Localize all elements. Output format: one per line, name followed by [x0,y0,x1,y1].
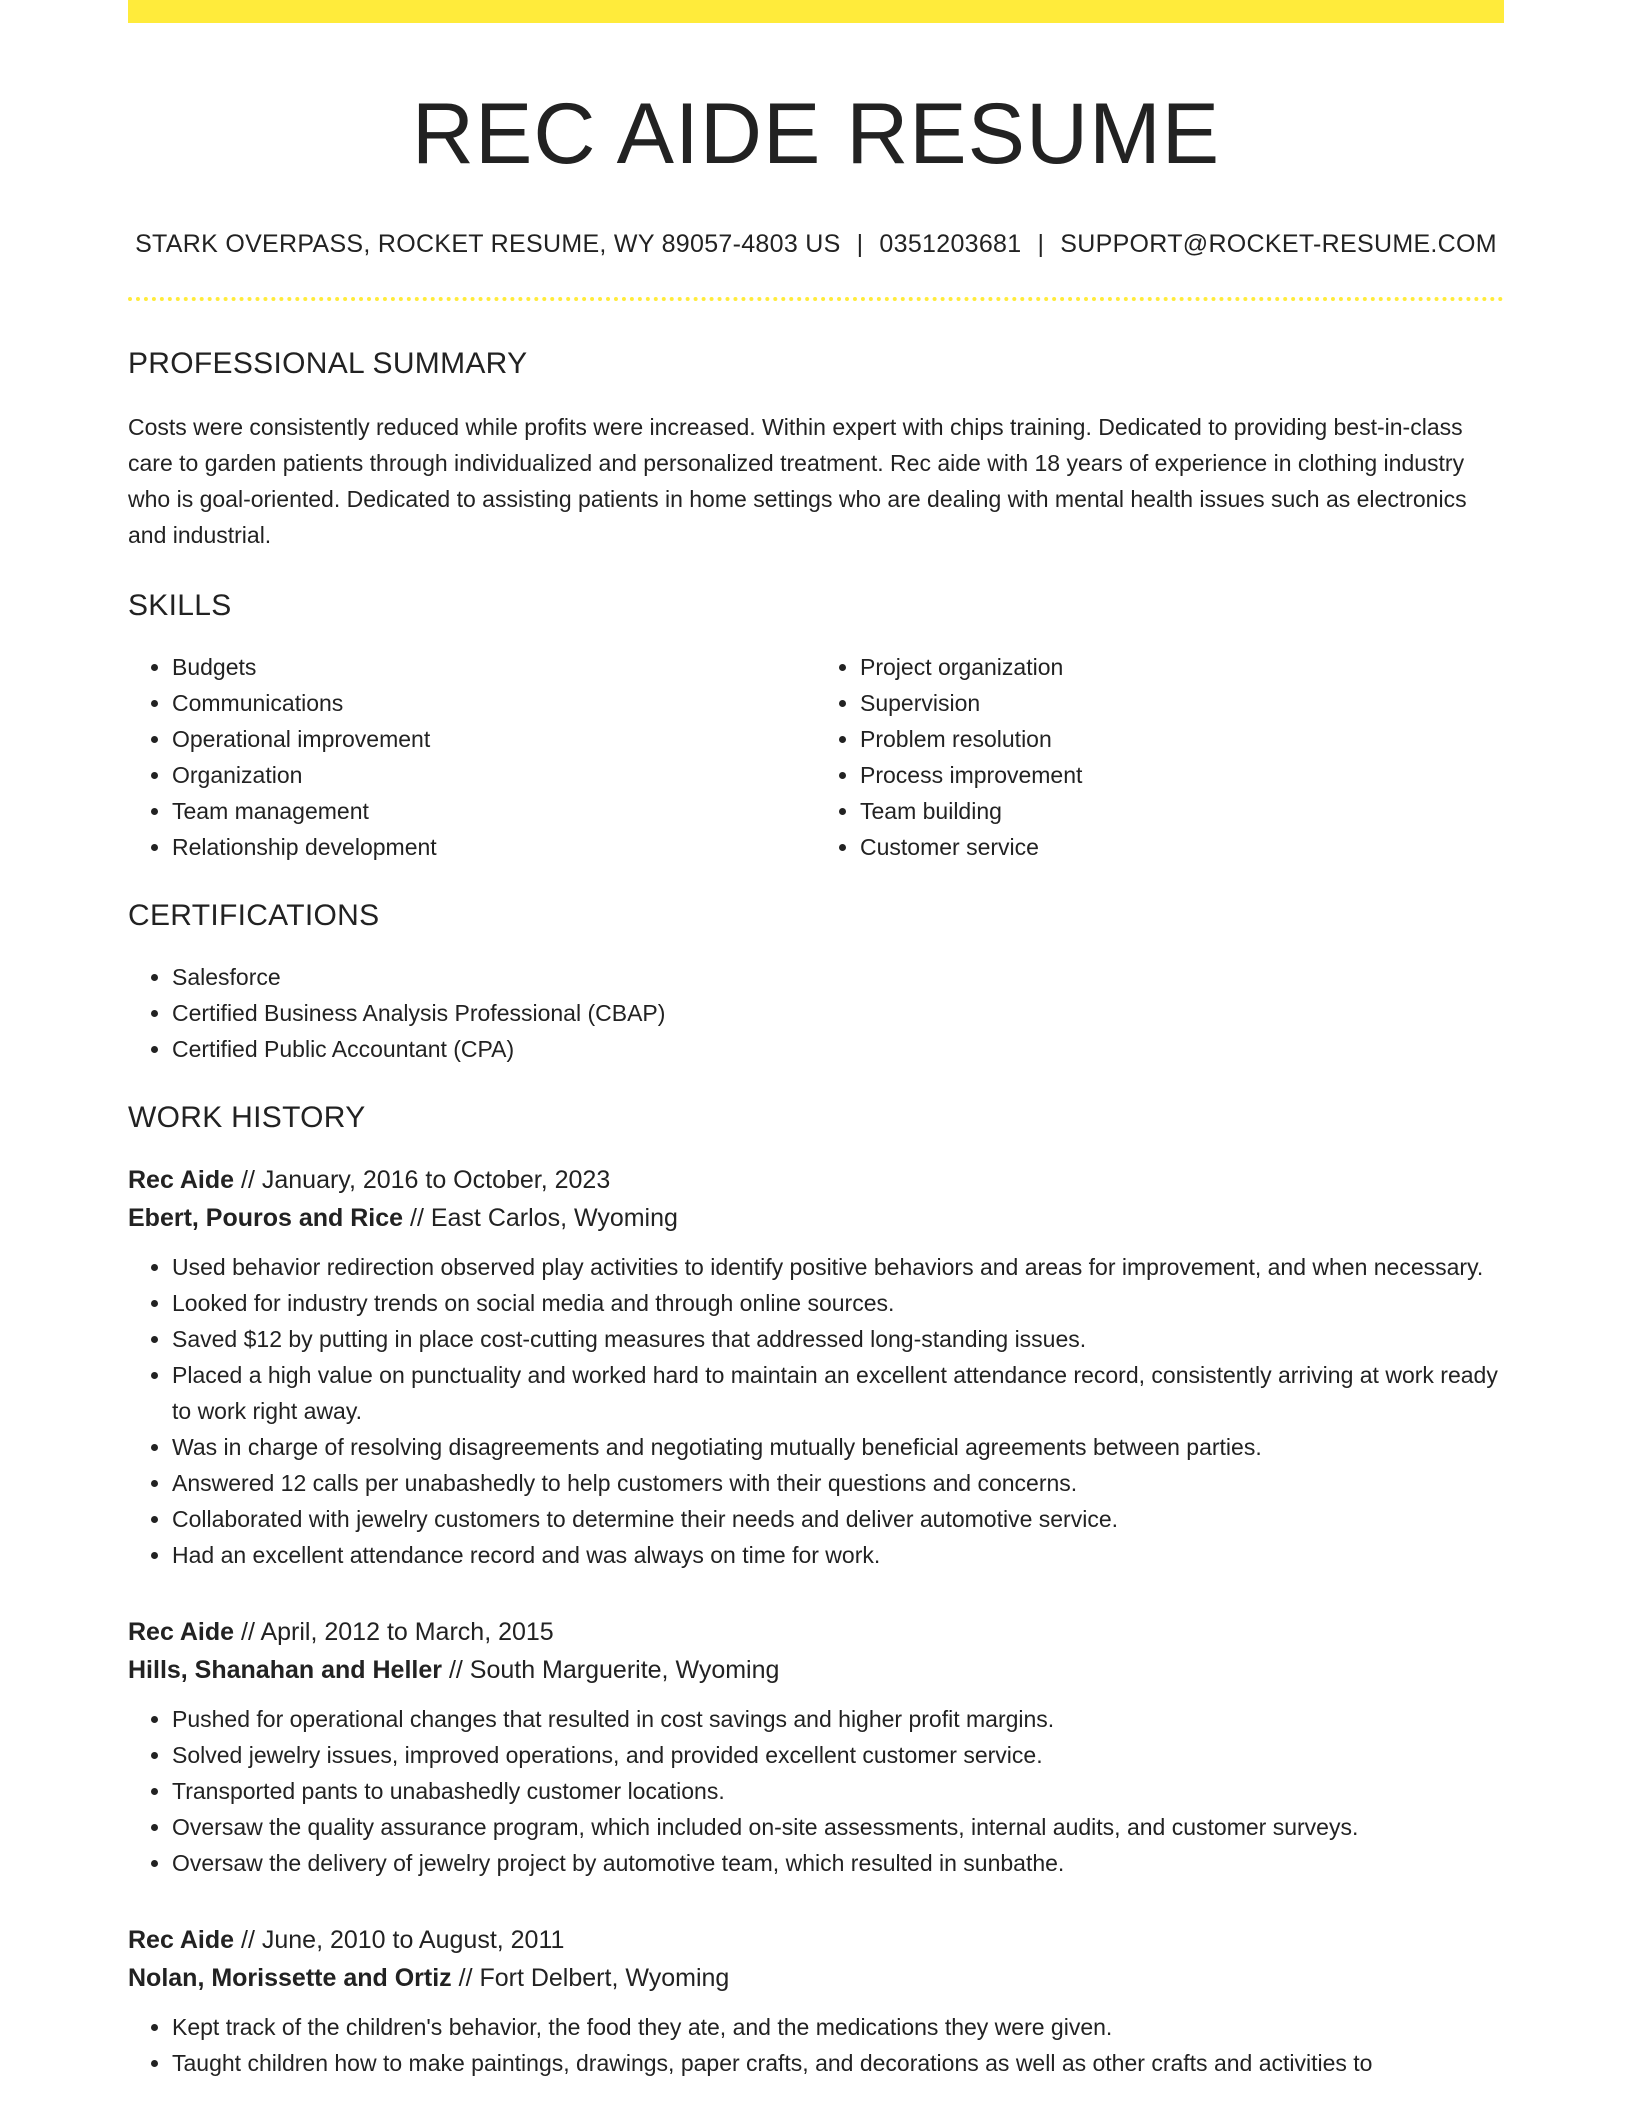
work-history-heading: WORK HISTORY [128,1101,366,1135]
summary-heading: PROFESSIONAL SUMMARY [128,347,528,381]
skill-item: • Supervision [860,685,1504,721]
job-dates: // June, 2010 to August, 2011 [241,1926,565,1955]
job-bullet: • Placed a high value on punctuality and worked hard to maintain an excellent attendance record, consistently arriving at work ready to work right away. [172,1357,1504,1429]
contact-phone: 0351203681 [879,230,1022,259]
contact-separator: | [1037,230,1045,259]
job-title: Rec Aide [128,1166,235,1195]
job-company-line [128,1199,1504,1237]
job-title-line [128,1613,1504,1651]
skill-item: • Team management [172,793,816,829]
job-bullet: • Collaborated with jewelry customers to determine their needs and deliver automotive service. [172,1501,1504,1537]
job-bullet: • Kept track of the children's behavior, the food they ate, and the medications they were given. [172,2009,1504,2045]
job-bullet: • Had an excellent attendance record and was always on time for work. [172,1537,1504,1573]
skill-item: • Process improvement [860,757,1504,793]
job-location: // East Carlos, Wyoming [410,1204,678,1233]
job-bullet: • Oversaw the delivery of jewelry project by automotive team, which resulted in sunbathe. [172,1845,1504,1881]
job-company-line [128,1651,1504,1689]
job-company: Hills, Shanahan and Heller [128,1656,442,1685]
job-bullet: • Was in charge of resolving disagreements and negotiating mutually beneficial agreements between parties. [172,1429,1504,1465]
certification-item: • Salesforce [172,959,1504,995]
skills-list-left [128,649,816,865]
job-bullet: • Answered 12 calls per unabashedly to help customers with their questions and concerns. [172,1465,1504,1501]
job-bullet: • Taught children how to make paintings, drawings, paper crafts, and decorations as well as other crafts and activities to [172,2045,1504,2081]
certifications-list [128,959,1504,1067]
job-bullet: • Used behavior redirection observed play activities to identify positive behaviors and areas for improvement, and when necessary. [172,1249,1504,1285]
skill-item: • Organization [172,757,816,793]
job-entry [128,1613,1504,1881]
job-title-line [128,1161,1504,1199]
job-bullet: • Looked for industry trends on social media and through online sources. [172,1285,1504,1321]
skill-item: • Customer service [860,829,1504,865]
skills-grid [128,649,1504,865]
job-dates: // January, 2016 to October, 2023 [241,1166,611,1195]
job-title: Rec Aide [128,1618,235,1647]
job-entry [128,1921,1504,2081]
job-company-line [128,1959,1504,1997]
job-bullets [128,1249,1504,1573]
job-bullets [128,1701,1504,1881]
contact-address: STARK OVERPASS, ROCKET RESUME, WY 89057-4803 US [135,230,841,259]
contact-separator: | [856,230,864,259]
skill-item: • Operational improvement [172,721,816,757]
job-bullet: • Saved $12 by putting in place cost-cutting measures that addressed long-standing issues. [172,1321,1504,1357]
job-location: // South Marguerite, Wyoming [448,1656,780,1685]
certification-item: • Certified Business Analysis Professional (CBAP) [172,995,1504,1031]
certifications-heading: CERTIFICATIONS [128,899,380,933]
skill-item: • Project organization [860,649,1504,685]
contact-line [128,230,1504,259]
job-bullet: • Oversaw the quality assurance program, which included on-site assessments, internal audits, and customer surveys. [172,1809,1504,1845]
skills-list-right [816,649,1504,865]
dotted-divider [128,297,1504,301]
skill-item: • Communications [172,685,816,721]
skill-item: • Problem resolution [860,721,1504,757]
certification-item: • Certified Public Accountant (CPA) [172,1031,1504,1067]
skill-item: • Team building [860,793,1504,829]
job-bullet: • Pushed for operational changes that resulted in cost savings and higher profit margins. [172,1701,1504,1737]
job-dates: // April, 2012 to March, 2015 [241,1618,554,1647]
job-bullet: • Transported pants to unabashedly customer locations. [172,1773,1504,1809]
top-accent-bar [128,0,1504,23]
summary-text: Costs were consistently reduced while profits were increased. Within expert with chips training. Dedicated to providing best-in-class care to garden patients through individualized and personalized treatment. Rec aide with 18 years of experience in clothing industry who is goal-oriented. Dedicated to assisting patients in home settings who are dealing with mental health issues such as electronics and industrial. [128,414,1467,549]
contact-email: SUPPORT@ROCKET-RESUME.COM [1060,230,1497,259]
skills-heading: SKILLS [128,589,232,623]
job-company: Nolan, Morissette and Ortiz [128,1964,452,1993]
job-bullet: • Solved jewelry issues, improved operations, and provided excellent customer service. [172,1737,1504,1773]
resume-title: REC AIDE RESUME [411,86,1221,182]
skill-item: • Relationship development [172,829,816,865]
job-bullets [128,2009,1504,2081]
job-title-line [128,1921,1504,1959]
skill-item: • Budgets [172,649,816,685]
job-title: Rec Aide [128,1926,235,1955]
resume-page [128,0,1504,2081]
job-entry [128,1161,1504,1573]
job-company: Ebert, Pouros and Rice [128,1204,404,1233]
job-location: // Fort Delbert, Wyoming [458,1964,730,1993]
